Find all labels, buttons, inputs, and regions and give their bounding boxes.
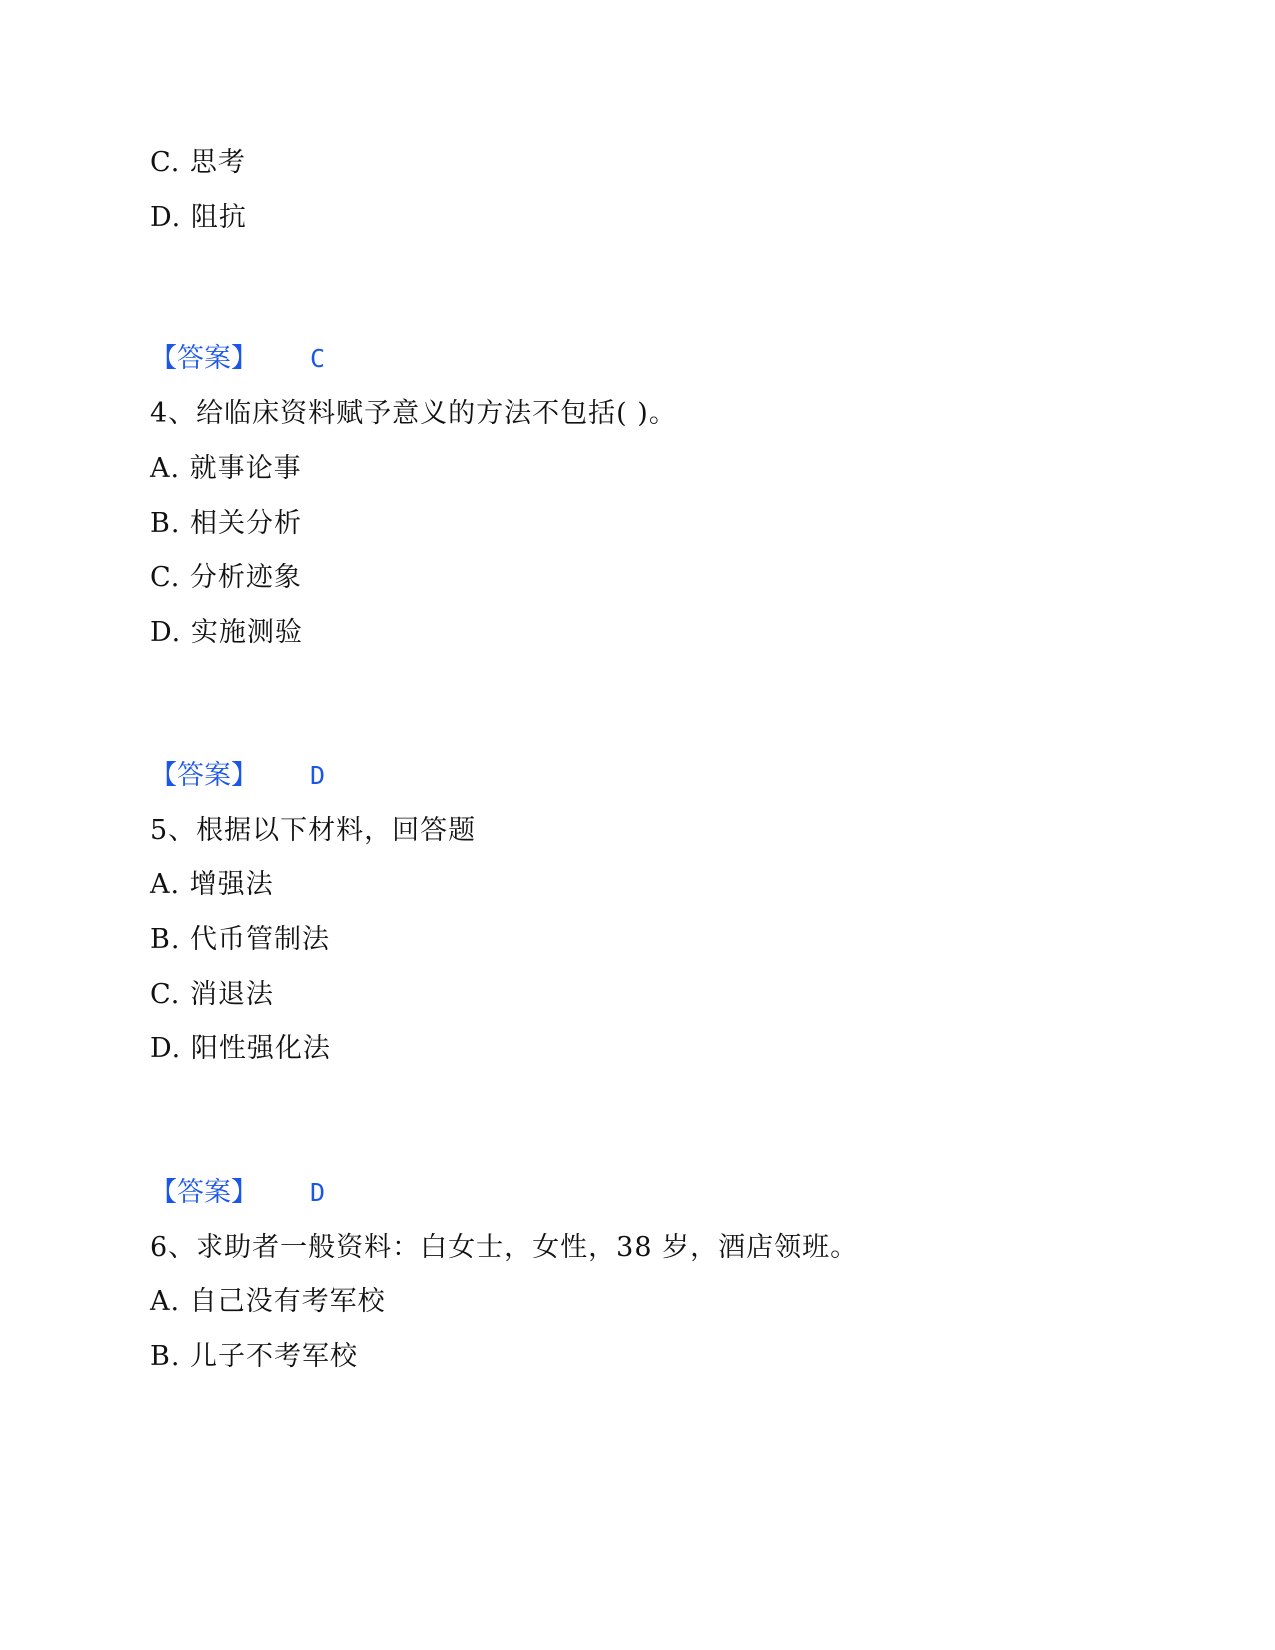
- q5-option-d: D. 阳性强化法: [150, 1033, 331, 1064]
- q5-answer-label: 【答案】: [150, 1177, 258, 1208]
- q3-answer-label: 【答案】: [150, 343, 258, 374]
- q6-option-a: A. 自己没有考军校: [150, 1286, 386, 1317]
- q3-answer-value: C: [310, 344, 326, 373]
- q5-option-a: A. 增强法: [150, 869, 274, 900]
- q5-answer: [150, 1176, 325, 1210]
- q5-question: 5、根据以下材料，回答题: [150, 815, 477, 846]
- q4-question: 4、给临床资料赋予意义的方法不包括( )。: [150, 398, 677, 429]
- q4-option-d: D. 实施测验: [150, 617, 303, 648]
- q4-answer-value: D: [310, 761, 326, 790]
- q6-option-b: B. 儿子不考军校: [150, 1341, 359, 1372]
- q3-answer: [150, 342, 325, 376]
- q4-option-a: A. 就事论事: [150, 453, 302, 484]
- q4-option-c: C. 分析迹象: [150, 562, 302, 593]
- q4-option-b: B. 相关分析: [150, 508, 303, 539]
- q4-answer: [150, 759, 325, 793]
- q3-option-c: C. 思考: [150, 147, 246, 178]
- q3-option-d: D. 阻抗: [150, 202, 247, 233]
- q6-question: 6、求助者一般资料：白女士，女性，38 岁，酒店领班。: [150, 1232, 859, 1263]
- q5-answer-value: D: [310, 1178, 326, 1207]
- q4-answer-label: 【答案】: [150, 760, 258, 791]
- q5-option-b: B. 代币管制法: [150, 924, 331, 955]
- q5-option-c: C. 消退法: [150, 979, 274, 1010]
